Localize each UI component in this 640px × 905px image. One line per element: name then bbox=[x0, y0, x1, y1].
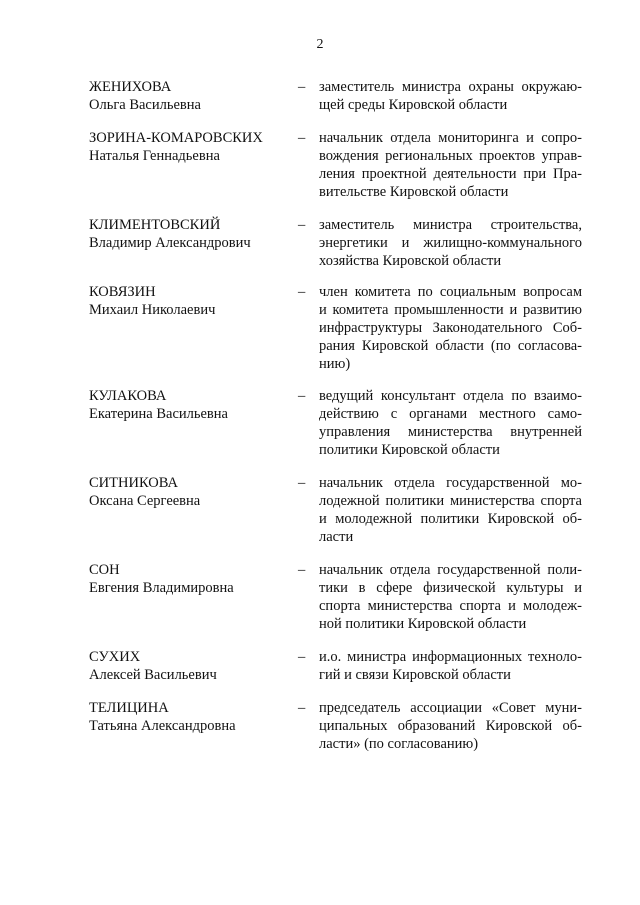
dash-separator: – bbox=[298, 649, 306, 665]
role-line: инфраструктуры Законодательного Соб- bbox=[319, 320, 582, 336]
member-surname: КОВЯЗИН bbox=[89, 284, 156, 300]
member-role bbox=[319, 474, 582, 546]
role-line: вождения региональных проектов управ- bbox=[319, 148, 582, 164]
member-name bbox=[89, 216, 289, 252]
role-line: и молодежной политики Кировской об- bbox=[319, 511, 582, 527]
role-line: и.о. министра информационных техноло- bbox=[319, 649, 582, 665]
member-name bbox=[89, 129, 289, 165]
role-line: ласти» (по согласованию) bbox=[319, 736, 479, 752]
member-surname: КУЛАКОВА bbox=[89, 388, 167, 404]
member-name bbox=[89, 78, 289, 114]
role-line: политики Кировской области bbox=[319, 442, 500, 458]
role-line: заместитель министра охраны окружаю- bbox=[319, 79, 582, 95]
role-line: и комитета промышленности и развитию bbox=[319, 302, 582, 318]
member-name bbox=[89, 648, 289, 684]
role-line: ления проектной деятельности при Пра- bbox=[319, 166, 582, 182]
dash-separator: – bbox=[298, 284, 306, 300]
role-line: гий и связи Кировской области bbox=[319, 667, 511, 683]
role-line: ципальных образований Кировской об- bbox=[319, 718, 582, 734]
role-line: заместитель министра строительства, bbox=[319, 217, 582, 233]
member-name bbox=[89, 699, 289, 735]
member-surname: КЛИМЕНТОВСКИЙ bbox=[89, 217, 221, 233]
role-line: ной политики Кировской области bbox=[319, 616, 527, 632]
role-line: ведущий консультант отдела по взаимо- bbox=[319, 388, 582, 404]
page-number: 2 bbox=[316, 37, 324, 52]
role-line: лодежной политики министерства спорта bbox=[319, 493, 582, 509]
role-line: тики в сфере физической культуры и bbox=[319, 580, 582, 596]
role-line: действию с органами местного само- bbox=[319, 406, 582, 422]
member-role bbox=[319, 387, 582, 459]
member-role bbox=[319, 283, 582, 373]
member-surname: ЗОРИНА-КОМАРОВСКИХ bbox=[89, 130, 263, 146]
role-line: нию) bbox=[319, 356, 351, 372]
member-given-name: Ольга Васильевна bbox=[89, 97, 201, 113]
role-line: председатель ассоциации «Совет муни- bbox=[319, 700, 582, 716]
role-line: вительстве Кировской области bbox=[319, 184, 509, 200]
member-role bbox=[319, 216, 582, 270]
member-name bbox=[89, 474, 289, 510]
role-line: начальник отдела мониторинга и сопро- bbox=[319, 130, 582, 146]
role-line: член комитета по социальным вопросам bbox=[319, 284, 582, 300]
role-line: рания Кировской области (по согласова- bbox=[319, 338, 582, 354]
role-line: спорта министерства спорта и молодеж- bbox=[319, 598, 582, 614]
dash-separator: – bbox=[298, 562, 306, 578]
member-given-name: Оксана Сергеевна bbox=[89, 493, 201, 509]
member-given-name: Михаил Николаевич bbox=[89, 302, 216, 318]
member-given-name: Владимир Александрович bbox=[89, 235, 251, 251]
member-given-name: Татьяна Александровна bbox=[89, 718, 236, 734]
member-role bbox=[319, 78, 582, 114]
member-name bbox=[89, 561, 289, 597]
member-role bbox=[319, 648, 582, 684]
member-surname: СУХИХ bbox=[89, 649, 141, 665]
member-surname: ТЕЛИЦИНА bbox=[89, 700, 169, 716]
member-name bbox=[89, 283, 289, 319]
dash-separator: – bbox=[298, 388, 306, 404]
member-surname: СИТНИКОВА bbox=[89, 475, 178, 491]
member-role bbox=[319, 129, 582, 201]
role-line: хозяйства Кировской области bbox=[319, 253, 502, 269]
dash-separator: – bbox=[298, 475, 306, 491]
dash-separator: – bbox=[298, 700, 306, 716]
member-surname: СОН bbox=[89, 562, 120, 578]
member-name bbox=[89, 387, 289, 423]
member-given-name: Наталья Геннадьевна bbox=[89, 148, 220, 164]
member-given-name: Екатерина Васильевна bbox=[89, 406, 228, 422]
role-line: начальник отдела государственной поли- bbox=[319, 562, 582, 578]
member-given-name: Евгения Владимировна bbox=[89, 580, 234, 596]
dash-separator: – bbox=[298, 130, 306, 146]
dash-separator: – bbox=[298, 217, 306, 233]
member-given-name: Алексей Васильевич bbox=[89, 667, 217, 683]
role-line: энергетики и жилищно-коммунального bbox=[319, 235, 582, 251]
role-line: ласти bbox=[319, 529, 354, 545]
member-role bbox=[319, 699, 582, 753]
member-surname: ЖЕНИХОВА bbox=[89, 79, 172, 95]
role-line: управления министерства внутренней bbox=[319, 424, 582, 440]
role-line: щей среды Кировской области bbox=[319, 97, 508, 113]
dash-separator: – bbox=[298, 79, 306, 95]
member-role bbox=[319, 561, 582, 633]
role-line: начальник отдела государственной мо- bbox=[319, 475, 582, 491]
